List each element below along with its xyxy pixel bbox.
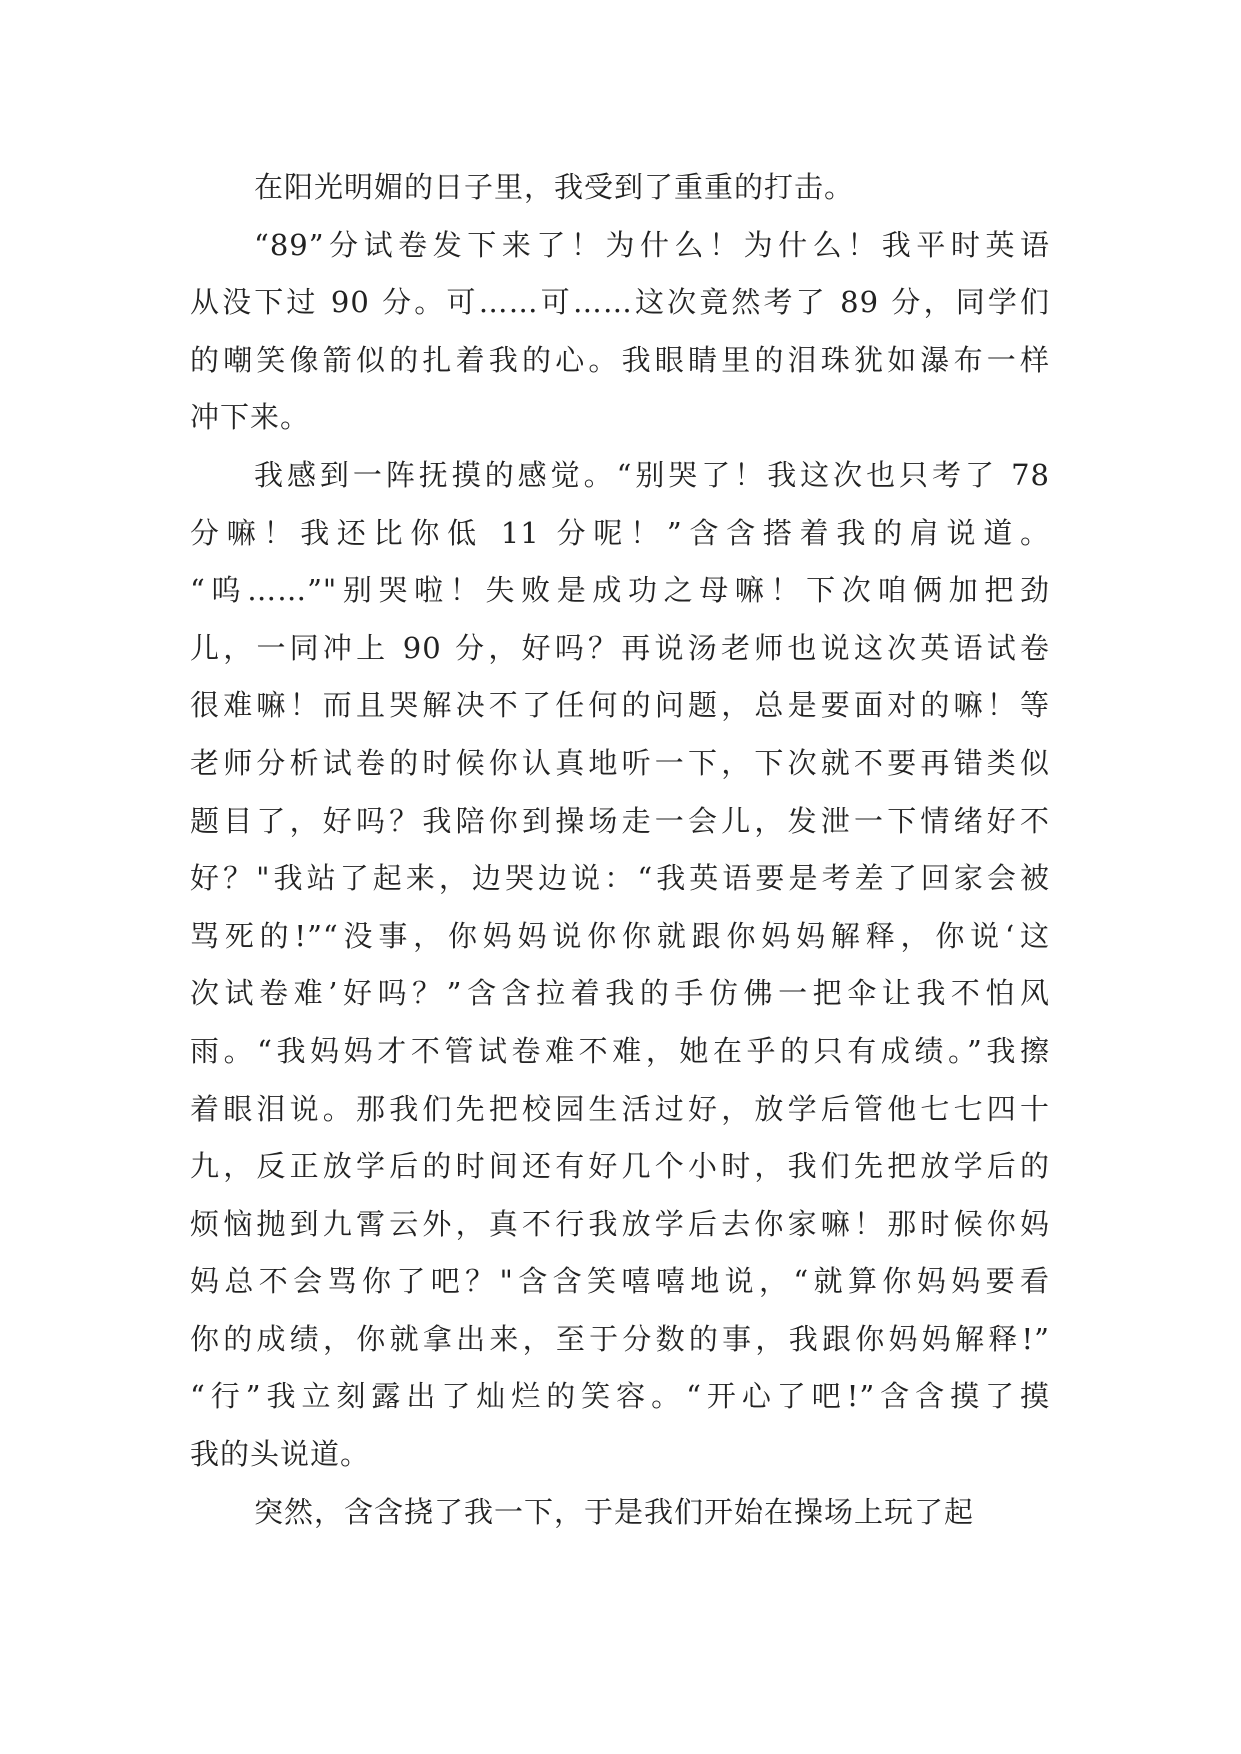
text-line: 的嘲笑像箭似的扎着我的心。我眼睛里的泪珠犹如瀑布一样 (190, 342, 1050, 377)
text-line: 儿，一同冲上 90 分，好吗？再说汤老师也说这次英语试卷 (190, 630, 1050, 665)
text-line: 我感到一阵抚摸的感觉。“别哭了！我这次也只考了 78 (254, 457, 1050, 492)
text-line: 九，反正放学后的时间还有好几个小时，我们先把放学后的 (190, 1149, 1050, 1184)
text-line: “呜……”"别哭啦！失败是成功之母嘛！下次咱俩加把劲 (190, 573, 1050, 608)
text-line: 在阳光明媚的日子里，我受到了重重的打击。 (254, 170, 855, 204)
text-line: 冲下来。 (190, 400, 311, 435)
text-line: 骂死的!”“没事，你妈妈说你你就跟你妈妈解释，你说‘这 (190, 918, 1050, 953)
document-body (190, 159, 1050, 1541)
text-line: 老师分析试卷的时候你认真地听一下，下次就不要再错类似 (190, 745, 1050, 780)
text-line: 好？"我站了起来，边哭边说：“我英语要是考差了回家会被 (190, 861, 1050, 896)
text-line: 妈总不会骂你了吧？"含含笑嘻嘻地说，“就算你妈妈要看 (190, 1264, 1050, 1299)
text-line: 烦恼抛到九霄云外，真不行我放学后去你家嘛！那时候你妈 (190, 1206, 1050, 1241)
text-line: 很难嘛！而且哭解决不了任何的问题，总是要面对的嘛！等 (190, 688, 1050, 723)
paragraph-4 (190, 1484, 1050, 1542)
paragraph-2 (190, 217, 1050, 447)
paragraph-1 (190, 159, 1050, 217)
text-line: 题目了，好吗？我陪你到操场走一会儿，发泄一下情绪好不 (190, 803, 1050, 838)
text-line: 雨。“我妈妈才不管试卷难不难，她在乎的只有成绩。”我擦 (190, 1033, 1050, 1068)
text-line: 你的成绩，你就拿出来，至于分数的事，我跟你妈妈解释!” (190, 1321, 1050, 1356)
text-line: 着眼泪说。那我们先把校园生活过好，放学后管他七七四十 (190, 1091, 1050, 1126)
text-line: 次试卷难’好吗？”含含拉着我的手仿佛一把伞让我不怕风 (190, 976, 1050, 1011)
paragraph-3 (190, 447, 1050, 1484)
text-line: 突然，含含挠了我一下，于是我们开始在操场上玩了起 (254, 1494, 975, 1529)
text-line: “行”我立刻露出了灿烂的笑容。“开心了吧!”含含摸了摸 (190, 1379, 1050, 1414)
text-line: “89”分试卷发下来了！为什么！为什么！我平时英语 (254, 227, 1050, 262)
text-line: 我的头说道。 (190, 1437, 371, 1472)
text-line: 分嘛！我还比你低 11 分呢！”含含搭着我的肩说道。 (190, 515, 1050, 550)
text-line: 从没下过 90 分。可……可……这次竟然考了 89 分，同学们 (190, 285, 1050, 320)
